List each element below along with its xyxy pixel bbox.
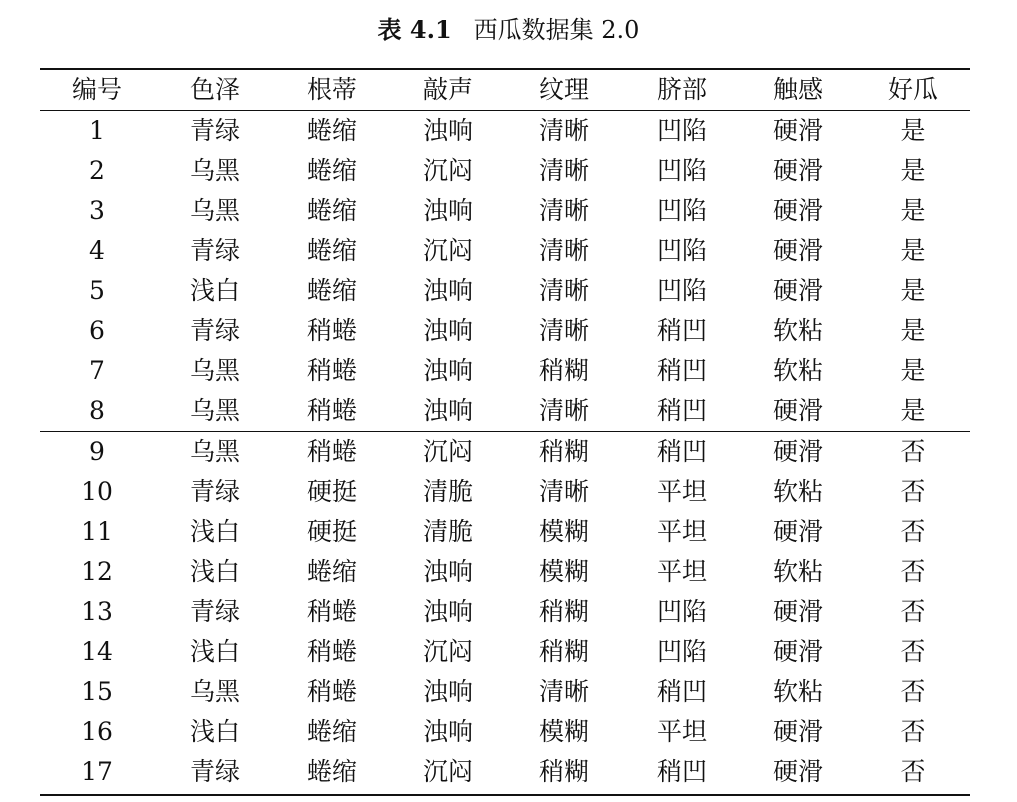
table-cell: 软粘 <box>772 316 823 345</box>
table-cell: 是 <box>900 316 926 345</box>
table-row <box>40 592 970 632</box>
table-cell: 稍糊 <box>538 637 589 666</box>
table-cell: 硬滑 <box>772 517 823 546</box>
table-cell: 蜷缩 <box>306 236 357 265</box>
table-cell: 稍蜷 <box>306 637 357 666</box>
table-row <box>40 752 970 792</box>
table-cell: 清脆 <box>422 477 473 506</box>
table-cell: 浅白 <box>189 637 240 666</box>
table-cell: 2 <box>89 156 105 185</box>
table-cell: 沉闷 <box>422 156 473 185</box>
table-cell: 凹陷 <box>656 236 707 265</box>
table-cell: 硬滑 <box>772 437 823 466</box>
table-cell: 否 <box>900 477 926 506</box>
table-cell: 浊响 <box>422 677 473 706</box>
table-cell: 否 <box>900 637 926 666</box>
table-cell: 浊响 <box>422 597 473 626</box>
table-cell: 软粘 <box>772 677 823 706</box>
table-cell: 平坦 <box>656 517 707 546</box>
table-cell: 是 <box>900 156 926 185</box>
table-cell: 清晰 <box>538 236 589 265</box>
table-cell: 11 <box>81 517 113 546</box>
table-cell: 蜷缩 <box>306 557 357 586</box>
table-cell: 是 <box>900 356 926 385</box>
table-cell: 6 <box>89 316 105 345</box>
table-cell: 5 <box>89 276 105 305</box>
table-cell: 稍凹 <box>656 677 707 706</box>
table-cell: 软粘 <box>772 557 823 586</box>
table-cell: 浅白 <box>189 557 240 586</box>
table-cell: 软粘 <box>772 356 823 385</box>
table-cell: 蜷缩 <box>306 116 357 145</box>
table-cell: 蜷缩 <box>306 757 357 786</box>
table-cell: 7 <box>89 356 105 385</box>
table-row <box>40 512 970 552</box>
table-cell: 8 <box>89 396 105 425</box>
table-cell: 硬挺 <box>306 517 357 546</box>
table-cell: 平坦 <box>656 477 707 506</box>
table-cell: 是 <box>900 196 926 225</box>
column-header: 色泽 <box>189 75 240 104</box>
table-row <box>40 231 970 271</box>
table-cell: 硬滑 <box>772 757 823 786</box>
table-cell: 稍糊 <box>538 356 589 385</box>
table-cell: 浅白 <box>189 276 240 305</box>
table-cell: 稍凹 <box>656 437 707 466</box>
table-cell: 乌黑 <box>189 396 240 425</box>
table-row <box>40 271 970 311</box>
table-row <box>40 472 970 512</box>
column-header: 脐部 <box>656 75 707 104</box>
table-cell: 蜷缩 <box>306 276 357 305</box>
table-cell: 稍蜷 <box>306 677 357 706</box>
table-cell: 浊响 <box>422 116 473 145</box>
table-cell: 青绿 <box>189 236 240 265</box>
table-cell: 稍糊 <box>538 757 589 786</box>
table-cell: 硬滑 <box>772 396 823 425</box>
table-cell: 15 <box>81 677 113 706</box>
column-header: 敲声 <box>422 75 473 104</box>
table-row <box>40 351 970 391</box>
table-cell: 14 <box>81 637 113 666</box>
table-cell: 否 <box>900 557 926 586</box>
table-cell: 是 <box>900 236 926 265</box>
column-header: 编号 <box>71 75 122 104</box>
table-cell: 蜷缩 <box>306 196 357 225</box>
table-cell: 稍凹 <box>656 356 707 385</box>
table-cell: 是 <box>900 276 926 305</box>
table-cell: 青绿 <box>189 757 240 786</box>
table-cell: 硬滑 <box>772 116 823 145</box>
table-row <box>40 391 970 431</box>
table-cell: 稍蜷 <box>306 597 357 626</box>
table-cell: 稍凹 <box>656 757 707 786</box>
table-cell: 清晰 <box>538 396 589 425</box>
table-row <box>40 632 970 672</box>
table-cell: 浊响 <box>422 557 473 586</box>
table-cell: 浅白 <box>189 717 240 746</box>
table-cell: 硬挺 <box>306 477 357 506</box>
table-cell: 否 <box>900 757 926 786</box>
table-cell: 稍凹 <box>656 316 707 345</box>
table-cell: 硬滑 <box>772 276 823 305</box>
table-cell: 稍蜷 <box>306 437 357 466</box>
bottom-rule <box>40 794 970 796</box>
table-cell: 沉闷 <box>422 757 473 786</box>
table-cell: 浊响 <box>422 276 473 305</box>
column-header: 纹理 <box>538 75 589 104</box>
table-cell: 硬滑 <box>772 717 823 746</box>
table-row <box>40 191 970 231</box>
table-cell: 乌黑 <box>189 437 240 466</box>
table-cell: 平坦 <box>656 557 707 586</box>
table-cell: 模糊 <box>538 517 589 546</box>
table-cell: 稍蜷 <box>306 316 357 345</box>
table-cell: 否 <box>900 437 926 466</box>
caption-text: 西瓜数据集 2.0 <box>473 16 640 44</box>
table-cell: 模糊 <box>538 717 589 746</box>
table-cell: 乌黑 <box>189 356 240 385</box>
table-cell: 1 <box>89 116 105 145</box>
table-cell: 否 <box>900 717 926 746</box>
table-cell: 硬滑 <box>772 236 823 265</box>
table-cell: 否 <box>900 517 926 546</box>
table-cell: 青绿 <box>189 316 240 345</box>
table-cell: 浊响 <box>422 717 473 746</box>
table-cell: 沉闷 <box>422 236 473 265</box>
table-cell: 浊响 <box>422 396 473 425</box>
table-cell: 清晰 <box>538 116 589 145</box>
table-cell: 17 <box>81 757 113 786</box>
table-cell: 硬滑 <box>772 597 823 626</box>
table-cell: 硬滑 <box>772 156 823 185</box>
column-header: 触感 <box>772 75 823 104</box>
table-row <box>40 712 970 752</box>
table-row <box>40 151 970 191</box>
table-cell: 稍蜷 <box>306 396 357 425</box>
table-cell: 清晰 <box>538 196 589 225</box>
table-cell: 10 <box>81 477 113 506</box>
table-cell: 模糊 <box>538 557 589 586</box>
table-cell: 蜷缩 <box>306 717 357 746</box>
table-cell: 凹陷 <box>656 276 707 305</box>
table-cell: 软粘 <box>772 477 823 506</box>
table-cell: 浊响 <box>422 316 473 345</box>
table-cell: 稍糊 <box>538 437 589 466</box>
table-cell: 浅白 <box>189 517 240 546</box>
table-cell: 稍凹 <box>656 396 707 425</box>
table-cell: 3 <box>89 196 105 225</box>
table-row <box>40 552 970 592</box>
table-row <box>40 432 970 472</box>
table-cell: 清晰 <box>538 276 589 305</box>
column-header: 根蒂 <box>306 75 357 104</box>
table-cell: 12 <box>81 557 113 586</box>
table-cell: 凹陷 <box>656 637 707 666</box>
table-cell: 乌黑 <box>189 196 240 225</box>
table-cell: 浊响 <box>422 356 473 385</box>
table-cell: 凹陷 <box>656 116 707 145</box>
table-cell: 浊响 <box>422 196 473 225</box>
table-cell: 4 <box>89 236 105 265</box>
header-row <box>40 70 970 110</box>
table-cell: 凹陷 <box>656 597 707 626</box>
table-cell: 凹陷 <box>656 156 707 185</box>
table-cell: 沉闷 <box>422 637 473 666</box>
table-cell: 稍蜷 <box>306 356 357 385</box>
table-cell: 否 <box>900 597 926 626</box>
table-cell: 凹陷 <box>656 196 707 225</box>
table-cell: 青绿 <box>189 116 240 145</box>
table-cell: 清晰 <box>538 156 589 185</box>
table-cell: 硬滑 <box>772 637 823 666</box>
table-cell: 16 <box>81 717 113 746</box>
table-cell: 否 <box>900 677 926 706</box>
table-cell: 是 <box>900 396 926 425</box>
table-cell: 13 <box>81 597 113 626</box>
table-cell: 平坦 <box>656 717 707 746</box>
column-header: 好瓜 <box>887 75 938 104</box>
table-cell: 是 <box>900 116 926 145</box>
table-cell: 硬滑 <box>772 196 823 225</box>
table-row <box>40 311 970 351</box>
table-cell: 清晰 <box>538 477 589 506</box>
table-cell: 9 <box>89 437 105 466</box>
table-caption <box>0 10 1017 45</box>
table-row <box>40 111 970 151</box>
table-cell: 乌黑 <box>189 677 240 706</box>
table-cell: 清晰 <box>538 677 589 706</box>
table-cell: 稍糊 <box>538 597 589 626</box>
table-cell: 清脆 <box>422 517 473 546</box>
table-row <box>40 672 970 712</box>
table-cell: 乌黑 <box>189 156 240 185</box>
caption-label: 表 4.1 <box>377 15 452 44</box>
table-cell: 青绿 <box>189 597 240 626</box>
table-cell: 蜷缩 <box>306 156 357 185</box>
table-cell: 青绿 <box>189 477 240 506</box>
table-cell: 清晰 <box>538 316 589 345</box>
table-cell: 沉闷 <box>422 437 473 466</box>
